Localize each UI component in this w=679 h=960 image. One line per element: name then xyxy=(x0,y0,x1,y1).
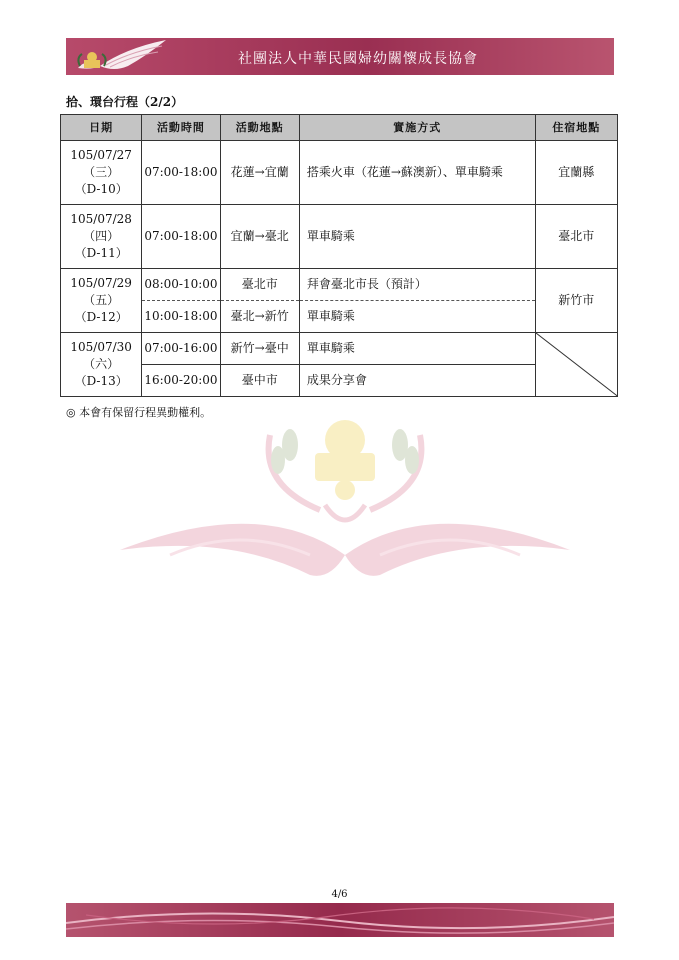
lodging-cell: 宜蘭縣 xyxy=(535,141,617,205)
date-value: 105/07/29 xyxy=(70,276,132,290)
date-cell xyxy=(61,333,142,397)
date-value: 105/07/28 xyxy=(70,212,132,226)
place-cell: 宜蘭→臺北 xyxy=(220,205,299,269)
time-cell: 08:00-10:00 xyxy=(142,269,220,301)
table-header-row xyxy=(61,115,618,141)
place-cell: 臺北→新竹 xyxy=(220,301,299,333)
table-row xyxy=(61,205,618,269)
watermark-logo-icon xyxy=(110,405,580,605)
method-cell: 成果分享會 xyxy=(299,365,535,397)
time-cell: 07:00-18:00 xyxy=(142,205,220,269)
footer-banner xyxy=(66,903,614,937)
day-code: （D-10） xyxy=(74,182,128,196)
schedule-note: ◎ 本會有保留行程異動權利。 xyxy=(66,406,212,419)
header-method: 實施方式 xyxy=(299,115,535,141)
day-code: （D-13） xyxy=(74,374,128,388)
table-row xyxy=(61,301,618,333)
header-date: 日期 xyxy=(61,115,142,141)
table-row xyxy=(61,333,618,365)
time-cell: 07:00-18:00 xyxy=(142,141,220,205)
place-cell: 花蓮→宜蘭 xyxy=(220,141,299,205)
header-banner xyxy=(66,38,614,75)
method-cell: 拜會臺北市長（預計） xyxy=(299,269,535,301)
time-cell: 07:00-16:00 xyxy=(142,333,220,365)
weekday-value: （五） xyxy=(83,293,120,307)
lodging-cell: 臺北市 xyxy=(535,205,617,269)
time-cell: 10:00-18:00 xyxy=(142,301,220,333)
method-cell: 單車騎乘 xyxy=(299,333,535,365)
page-number: 4/6 xyxy=(331,889,348,900)
table-row xyxy=(61,365,618,397)
schedule-table xyxy=(60,114,618,397)
place-cell: 臺北市 xyxy=(220,269,299,301)
place-cell: 新竹→臺中 xyxy=(220,333,299,365)
lodging-cell: 新竹市 xyxy=(535,269,617,333)
weekday-value: （三） xyxy=(83,165,120,179)
section-title: 拾、環台行程（2/2） xyxy=(66,95,184,109)
association-logo-icon xyxy=(66,38,186,75)
method-cell: 單車騎乘 xyxy=(299,205,535,269)
day-code: （D-12） xyxy=(74,310,128,324)
diagonal-slash-icon xyxy=(536,333,617,396)
header-place: 活動地點 xyxy=(220,115,299,141)
table-row xyxy=(61,141,618,205)
method-cell: 搭乘火車（花蓮→蘇澳新）、單車騎乘 xyxy=(299,141,535,205)
date-value: 105/07/27 xyxy=(70,148,132,162)
header-time: 活動時間 xyxy=(142,115,220,141)
footer-swirl-icon xyxy=(66,903,614,937)
header-title: 社團法人中華民國婦幼關懷成長協會 xyxy=(238,51,478,67)
time-cell: 16:00-20:00 xyxy=(142,365,220,397)
date-value: 105/07/30 xyxy=(70,340,132,354)
date-cell xyxy=(61,141,142,205)
table-row xyxy=(61,269,618,301)
method-cell: 單車騎乘 xyxy=(299,301,535,333)
weekday-value: （六） xyxy=(83,357,120,371)
place-cell: 臺中市 xyxy=(220,365,299,397)
day-code: （D-11） xyxy=(74,246,128,260)
date-cell xyxy=(61,269,142,333)
header-lodging: 住宿地點 xyxy=(535,115,617,141)
lodging-empty-cell xyxy=(535,333,617,397)
weekday-value: （四） xyxy=(83,229,120,243)
date-cell xyxy=(61,205,142,269)
